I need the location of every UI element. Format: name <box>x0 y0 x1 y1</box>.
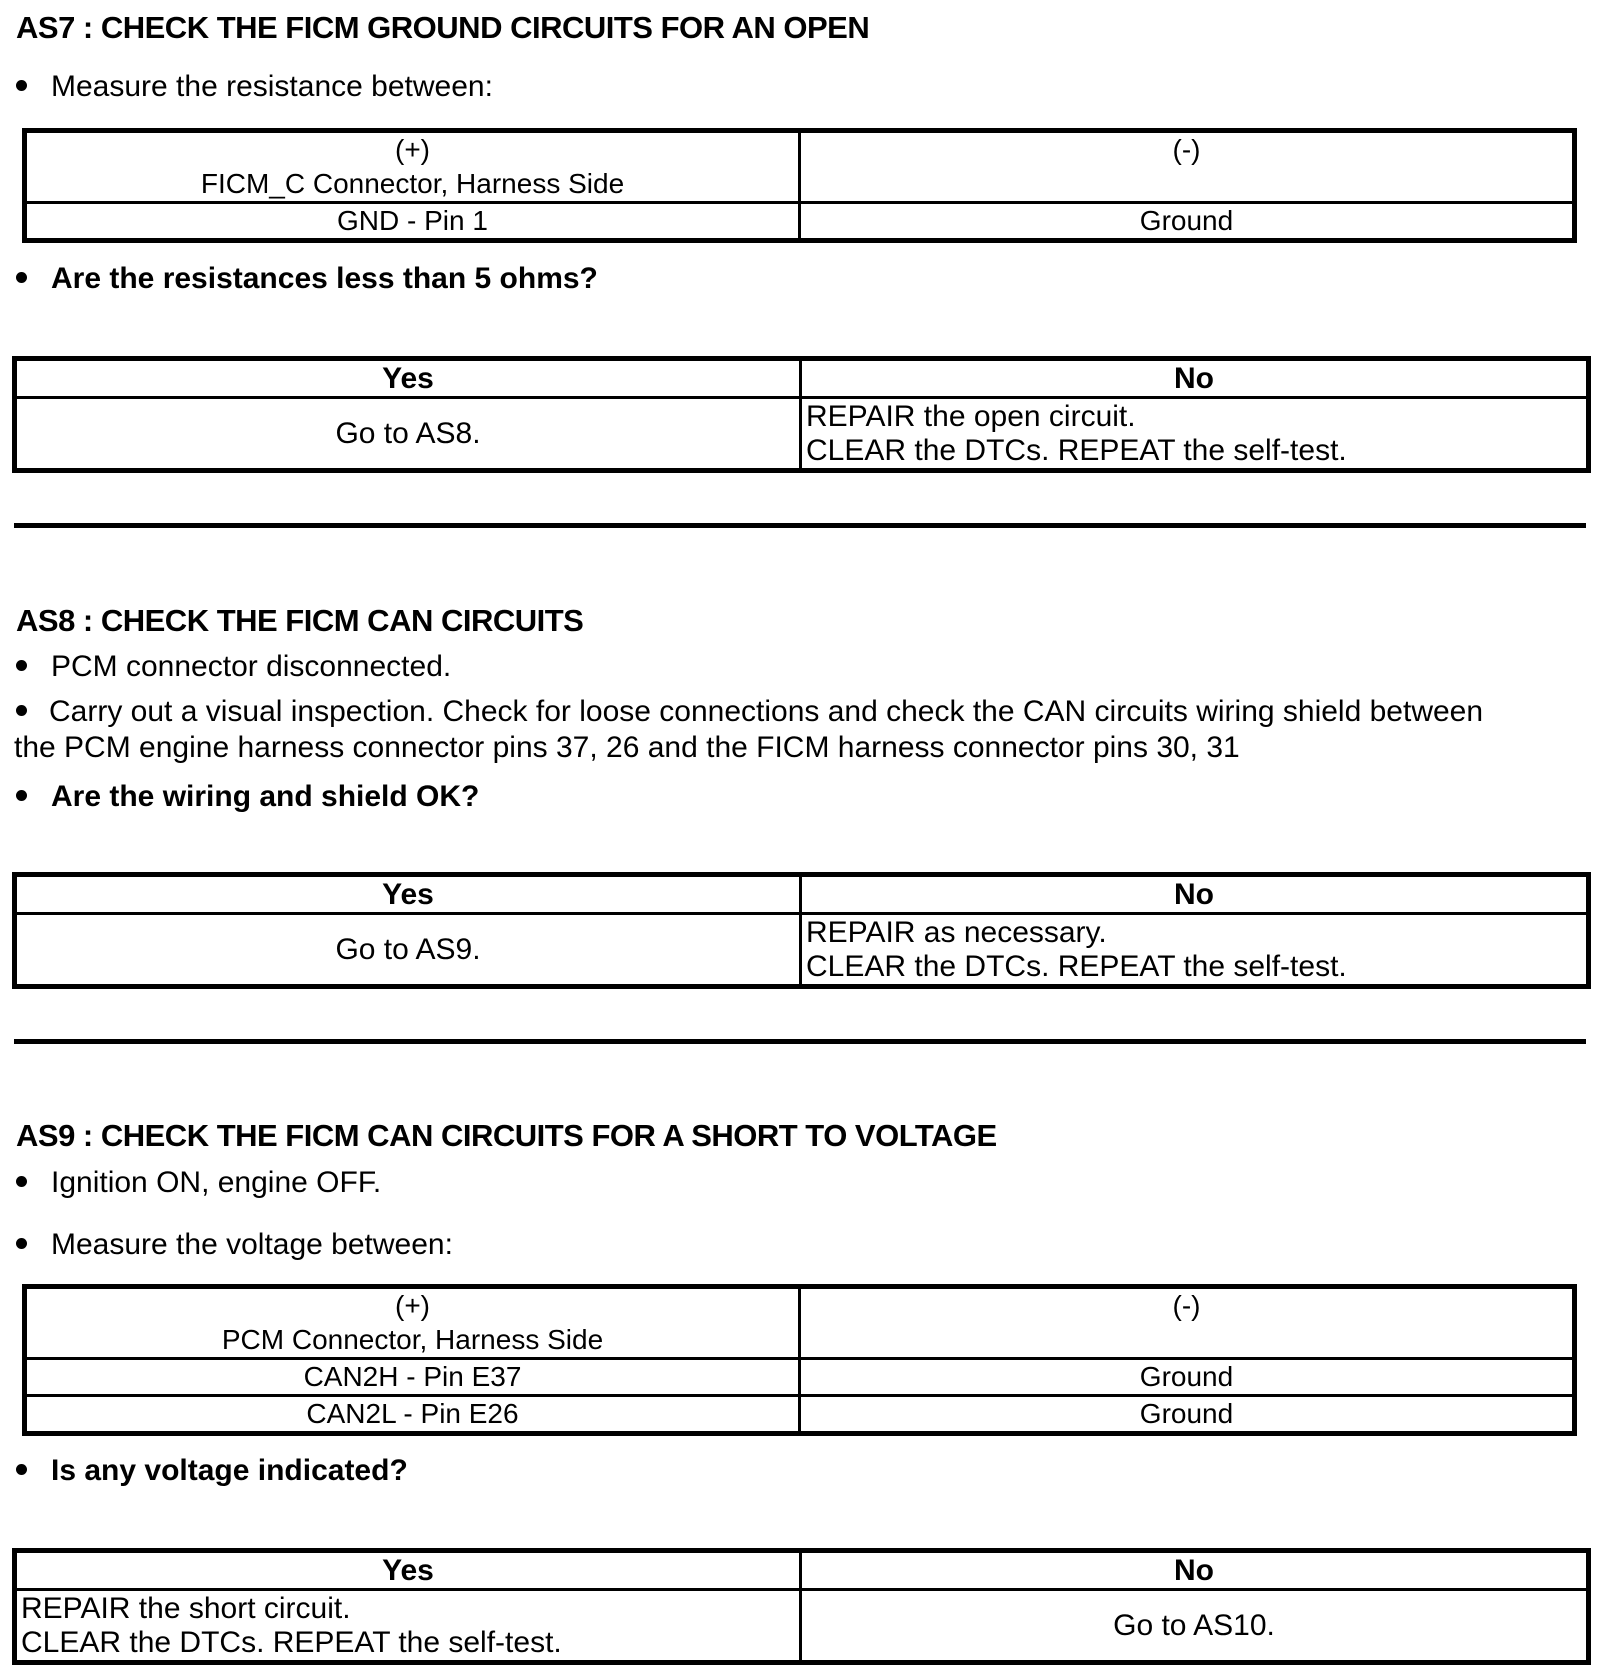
section-divider <box>14 1039 1586 1044</box>
minus-header-cell <box>800 132 1574 203</box>
as9-step-measure <box>16 1228 453 1262</box>
bullet-icon <box>16 1238 27 1249</box>
as7-step-measure <box>16 70 493 104</box>
yes-result: Go to AS9. <box>16 914 801 986</box>
plus-header-cell <box>26 1288 800 1359</box>
plus-header-cell <box>26 132 800 203</box>
plus-connector-label: PCM Connector, Harness Side <box>221 1324 604 1355</box>
bullet-icon <box>16 272 27 283</box>
yes-header: Yes <box>16 876 801 914</box>
as8-question <box>16 780 479 814</box>
plus-connector-label: FICM_C Connector, Harness Side <box>200 168 625 199</box>
as7-measure-table <box>24 130 1575 241</box>
bullet-icon <box>16 1464 27 1475</box>
as9-step-ignition <box>16 1166 381 1200</box>
bullet-icon <box>16 660 27 671</box>
plus-symbol: (+) <box>395 1290 430 1321</box>
no-result <box>801 914 1588 986</box>
table-header-row <box>16 360 1588 398</box>
as7-question <box>16 262 598 296</box>
as8-question-text: Are the wiring and shield OK? <box>51 780 480 813</box>
bullet-icon <box>16 1176 27 1187</box>
minus-cell: Ground <box>800 1396 1574 1433</box>
table-row <box>26 203 1574 240</box>
yes-header: Yes <box>16 1552 801 1590</box>
table-row <box>16 914 1588 986</box>
no-result <box>801 398 1588 470</box>
minus-cell: Ground <box>800 1359 1574 1396</box>
yes-result: Go to AS8. <box>16 398 801 470</box>
bullet-icon <box>16 705 27 716</box>
minus-symbol: (-) <box>1172 134 1201 165</box>
plus-cell: CAN2L - Pin E26 <box>26 1396 800 1433</box>
no-result: Go to AS10. <box>801 1590 1588 1662</box>
as9-title: AS9 : CHECK THE FICM CAN CIRCUITS FOR A SHORT TO VOLTAGE <box>16 1118 997 1153</box>
as9-step1-text: Ignition ON, engine OFF. <box>51 1166 382 1199</box>
no-result-line1: REPAIR as necessary. <box>806 915 1107 949</box>
no-header: No <box>801 360 1588 398</box>
as7-title: AS7 : CHECK THE FICM GROUND CIRCUITS FOR AN OPEN <box>16 10 870 45</box>
yes-result <box>16 1590 801 1662</box>
table-header-row <box>26 132 1574 203</box>
as8-result-table <box>14 874 1589 987</box>
as9-question <box>16 1454 408 1488</box>
as7-step1-text: Measure the resistance between: <box>51 70 493 103</box>
as9-question-text: Is any voltage indicated? <box>51 1454 408 1487</box>
as9-result-table <box>14 1550 1589 1663</box>
minus-header-cell <box>800 1288 1574 1359</box>
bullet-icon <box>16 80 27 91</box>
no-header: No <box>801 876 1588 914</box>
no-result-line1: REPAIR the open circuit. <box>806 399 1136 433</box>
minus-symbol: (-) <box>1172 1290 1201 1321</box>
yes-result-line1: REPAIR the short circuit. <box>21 1591 351 1625</box>
as9-step2-text: Measure the voltage between: <box>51 1228 453 1261</box>
yes-header: Yes <box>16 360 801 398</box>
as9-measure-table <box>24 1286 1575 1434</box>
no-header: No <box>801 1552 1588 1590</box>
as8-title: AS8 : CHECK THE FICM CAN CIRCUITS <box>16 603 584 638</box>
as8-step-disconnect <box>16 650 451 684</box>
as8-step-inspection <box>14 694 1594 766</box>
section-divider <box>14 523 1586 528</box>
yes-result-line2: CLEAR the DTCs. REPEAT the self-test. <box>21 1625 562 1659</box>
table-header-row <box>26 1288 1574 1359</box>
as8-step2-line2: the PCM engine harness connector pins 37, 26 and the FICM harness connector pins 30, 31 <box>14 731 1240 764</box>
table-row <box>16 1590 1588 1662</box>
as8-step2-line1: Carry out a visual inspection. Check for loose connections and check the CAN circuits wiring shield between <box>49 695 1484 728</box>
plus-cell: GND - Pin 1 <box>26 203 800 240</box>
minus-cell: Ground <box>800 203 1574 240</box>
no-result-line2: CLEAR the DTCs. REPEAT the self-test. <box>806 949 1347 983</box>
table-row <box>16 398 1588 470</box>
table-row <box>26 1396 1574 1433</box>
plus-cell: CAN2H - Pin E37 <box>26 1359 800 1396</box>
no-result-line2: CLEAR the DTCs. REPEAT the self-test. <box>806 433 1347 467</box>
table-header-row <box>16 876 1588 914</box>
as8-step1-text: PCM connector disconnected. <box>51 650 452 683</box>
table-header-row <box>16 1552 1588 1590</box>
table-row <box>26 1359 1574 1396</box>
as7-question-text: Are the resistances less than 5 ohms? <box>51 262 598 295</box>
bullet-icon <box>16 790 27 801</box>
plus-symbol: (+) <box>395 134 430 165</box>
as7-result-table <box>14 358 1589 471</box>
